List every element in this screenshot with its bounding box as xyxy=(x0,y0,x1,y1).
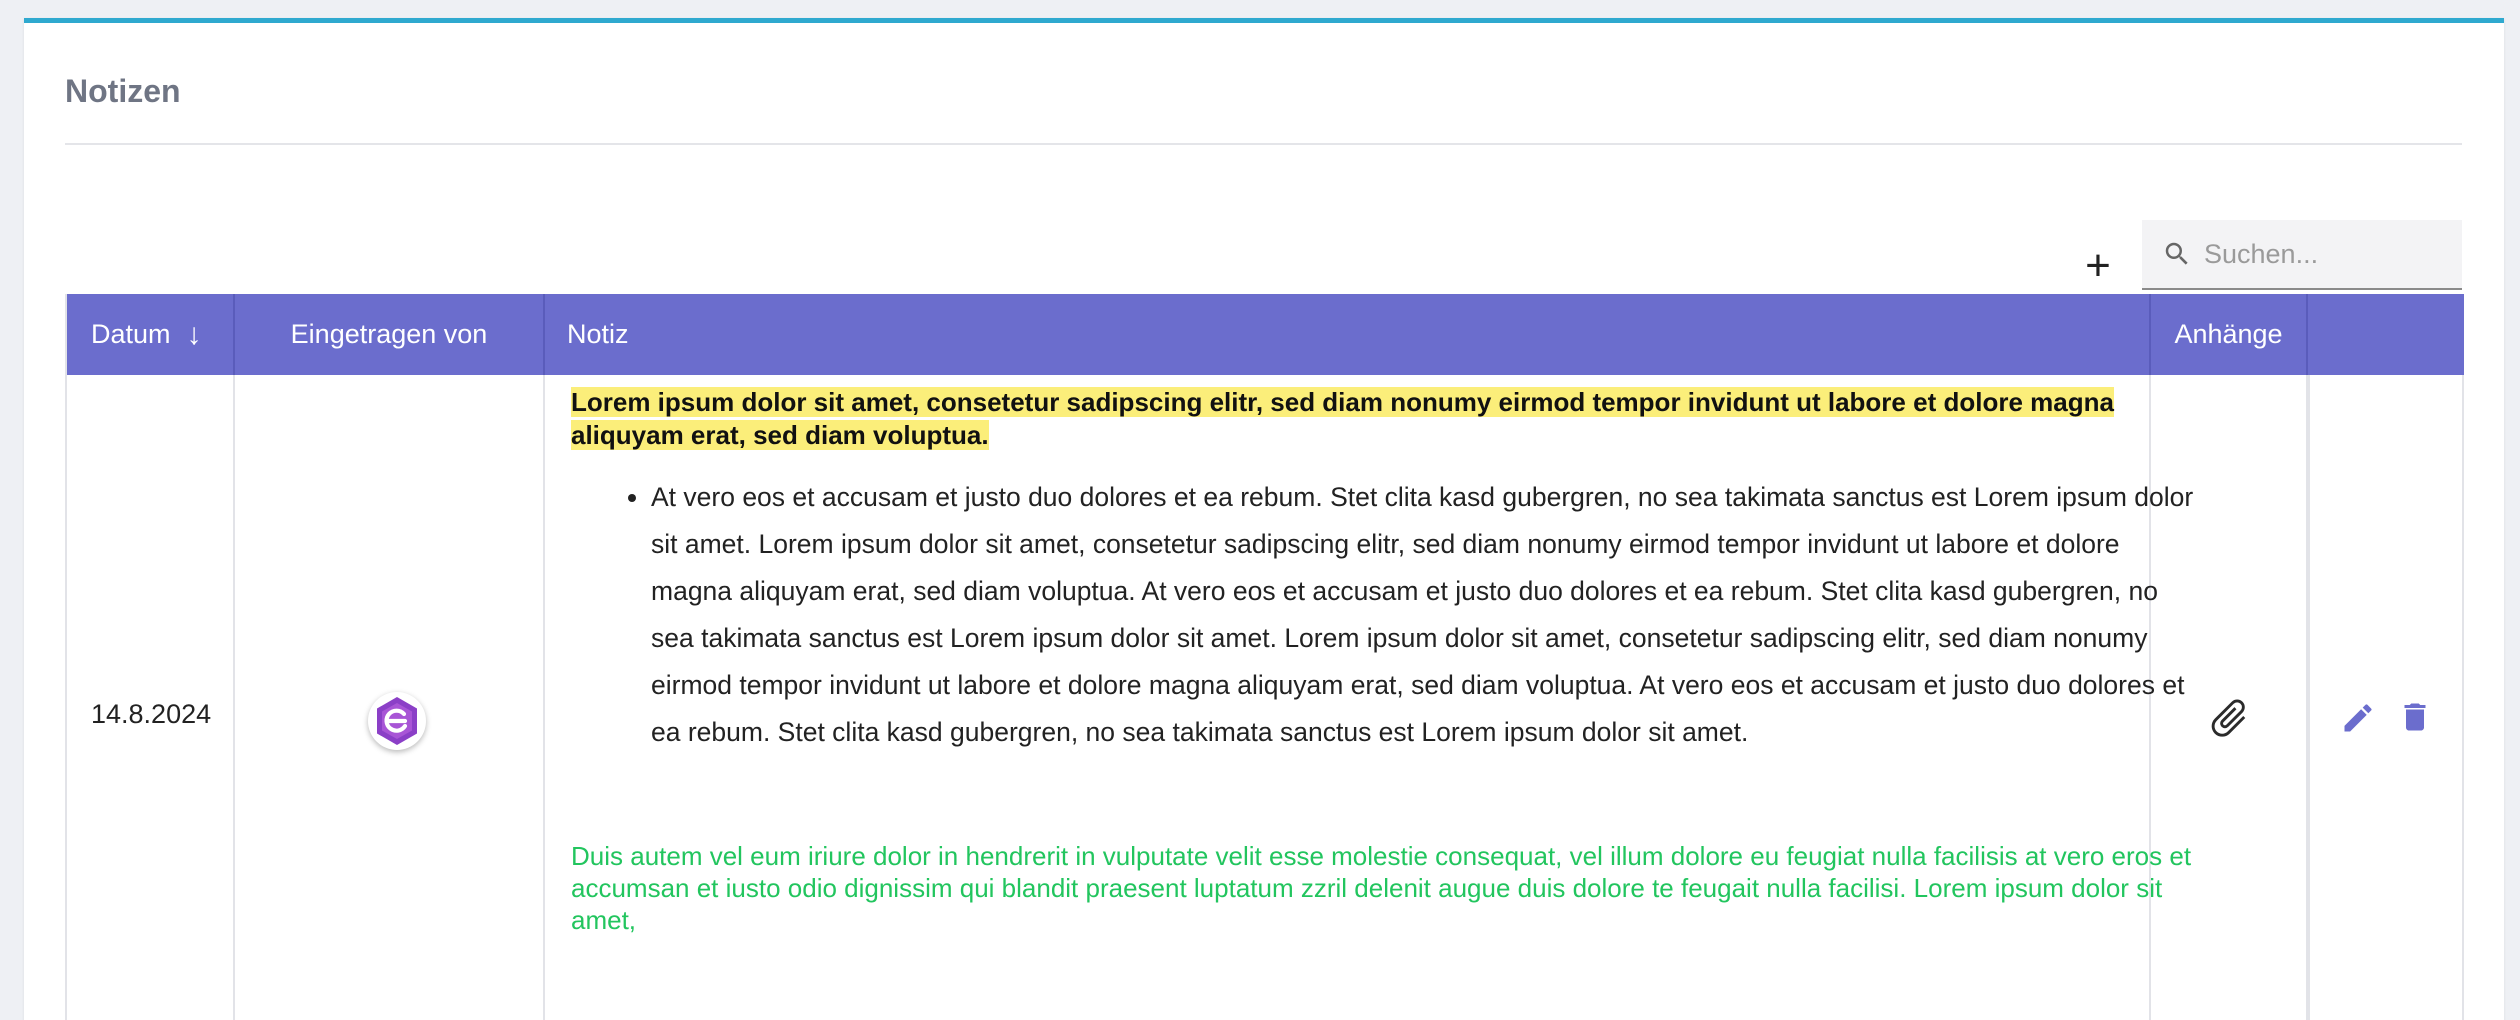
column-divider xyxy=(543,375,545,1020)
column-header-note xyxy=(545,294,2151,375)
note-green-paragraph: Duis autem vel eum iriure dolor in hendrerit in vulputate velit esse molestie consequat, vel illum dolore eu feugiat nulla facilisis at vero eros et accumsan et iusto odio dignissim qui blandit praesent luptatum zzril delenit augue duis dolore te feugait nulla facilisi. Lorem ipsum dolor sit amet, xyxy=(571,840,2192,935)
column-divider xyxy=(2462,375,2464,1020)
search-input[interactable] xyxy=(2204,239,2454,270)
arrow-down-icon: ↓ xyxy=(186,317,202,351)
trash-icon[interactable] xyxy=(2397,698,2433,736)
author-avatar xyxy=(368,692,426,750)
column-header-date[interactable] xyxy=(67,294,235,375)
search-field[interactable] xyxy=(2142,220,2462,290)
logo-hexagon-icon xyxy=(373,695,421,747)
search-icon xyxy=(2162,239,2192,269)
table-header xyxy=(67,294,2464,375)
card-title: Notizen xyxy=(65,73,181,109)
title-divider xyxy=(65,143,2462,145)
column-divider xyxy=(233,375,235,1020)
column-header-attachments xyxy=(2151,294,2308,375)
row-date: 14.8.2024 xyxy=(91,699,212,729)
column-header-attachments-label: Anhänge xyxy=(2174,319,2283,349)
pencil-icon[interactable] xyxy=(2340,700,2376,736)
notes-card xyxy=(24,18,2504,1020)
column-header-actions xyxy=(2308,294,2464,375)
column-header-author-label: Eingetragen von xyxy=(290,319,488,349)
note-content xyxy=(571,386,2196,936)
note-highlighted-heading: Lorem ipsum dolor sit amet, consetetur sadipscing elitr, sed diam nonumy eirmod tempor invidunt ut labore et dolore magna aliquyam erat, sed diam voluptua. xyxy=(571,387,2114,450)
column-header-author xyxy=(235,294,545,375)
column-header-note-label: Notiz xyxy=(567,319,629,349)
column-header-date-label: Datum xyxy=(91,319,171,349)
column-divider xyxy=(2306,375,2310,1020)
add-note-button[interactable]: + xyxy=(2085,241,2111,290)
note-bullet-list xyxy=(651,474,2196,756)
note-bullet-item: • At vero eos et accusam et justo duo dolores et ea rebum. Stet clita kasd gubergren, no sea takimata sanctus est Lorem ipsum dolor sit amet. Lorem ipsum dolor sit amet, consetetur sadipscing elitr, sed diam nonumy eirmod tempor invidunt ut labore et dolore magna aliquyam erat, sed diam voluptua. At vero eos et accusam et justo duo dolores et ea rebum. Stet clita kasd gubergren, no sea takimata sanctus est Lorem ipsum dolor sit amet. Lorem ipsum dolor sit amet, consetetur sadipscing elitr, sed diam nonumy eirmod tempor invidunt ut labore et dolore magna aliquyam erat, sed diam voluptua. At vero eos et accusam et justo duo dolores et ea rebum. Stet clita kasd gubergren, no sea takimata sanctus est Lorem ipsum dolor sit amet. xyxy=(651,474,2196,756)
paperclip-icon[interactable] xyxy=(2206,695,2252,741)
notes-table xyxy=(65,294,2462,1020)
